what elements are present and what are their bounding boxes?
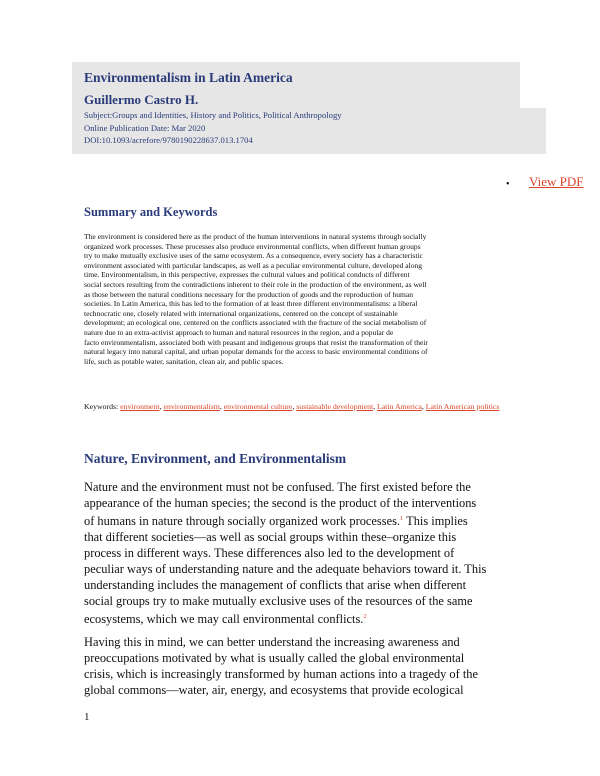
abstract-line: societies. In Latin America, this has led to the formation of at least three different environmentalisms: a liberal [84, 299, 418, 309]
abstract-line: try to make mutually exclusive uses of the same ecosystem. As a consequence, every society has a characteristic [84, 251, 423, 261]
author-name: Guillermo Castro H. [84, 92, 199, 107]
keyword-link-latin-america[interactable]: Latin America [377, 402, 422, 411]
abstract-line: social sectors resulting from the contradictions inherent to their role in the production of the environment, as well [84, 279, 427, 289]
abstract-line: development; an ecological one, centered on the conflicts associated with the fracture of the social metabolism of [84, 318, 427, 328]
page-number: 1 [84, 711, 90, 723]
abstract-line: time. Environmentalism, in this perspective, expresses the cultural values and political conducts of different [84, 270, 410, 280]
list-bullet: • [506, 179, 510, 190]
abstract-line: environment associated with particular landscapes, as well as a peculiar environmental culture, developed along [84, 260, 423, 270]
keywords-label: Keywords: [84, 402, 119, 411]
paragraph-line [84, 609, 532, 627]
paragraph-line [84, 511, 532, 529]
doi-line: DOI:10.1093/acrefore/9780190228637.013.1704 [84, 135, 253, 145]
keyword-link-environmentalism[interactable]: environmentalism [163, 402, 220, 411]
publication-date: Online Publication Date: Mar 2020 [84, 123, 206, 133]
paragraph-line-text: This implies [403, 514, 468, 529]
paragraph-line: that different societies—as well as social groups within these–organize this [84, 530, 457, 545]
keyword-link-latin-american-politics[interactable]: Latin American politics [425, 402, 500, 411]
paragraph-line: appearance of the human species; the second is the product of the interventions [84, 496, 477, 510]
abstract-line: nature due to an extra-activist approach to human and natural resources in the region, and a popular de [84, 327, 394, 337]
abstract-line: organized work processes. These processes also produce environmental conflicts, when different human groups [84, 241, 421, 251]
paragraph-line: Having this in mind, we can better understand the increasing awareness and [84, 635, 460, 649]
view-pdf-link[interactable]: View PDF [529, 174, 584, 189]
paragraph-line: crisis, which is increasingly transformed by human actions into a tragedy of the [84, 667, 478, 681]
section-heading: Nature, Environment, and Environmentalism [84, 451, 347, 466]
keyword-separator: , [373, 402, 378, 411]
abstract-text [84, 232, 532, 366]
keyword-link-environmental-culture[interactable]: environmental culture [223, 402, 293, 411]
keyword-separator: , [219, 402, 224, 411]
paragraph-line: process in different ways. These differences also led to the development of [84, 546, 455, 561]
footnote-marker-1[interactable]: 1 [400, 515, 404, 522]
abstract-line: natural legacy into natural capital, and urban popular demands for the access to basic environmental conditions of [84, 347, 428, 357]
keyword-separator: , [292, 402, 297, 411]
paragraph-line: understanding includes the management of conflicts that arise when different [84, 578, 467, 593]
summary-heading: Summary and Keywords [84, 205, 218, 219]
abstract-line: as those between the natural conditions necessary for the production of goods and the reproduction of human [84, 289, 414, 299]
keyword-separator: , [159, 402, 164, 411]
body-paragraph-1 [84, 479, 532, 627]
paragraph-line-text: of humans in nature through socially organized work processes. [84, 514, 400, 529]
paragraph-line: peculiar ways of understanding nature and the adequate behaviors toward it. This [84, 562, 487, 577]
abstract-line: life, such as potable water, sanitation, clean air, and public spaces. [84, 356, 284, 366]
paragraph-line-text: ecosystems, which we may call environmental conflicts. [84, 612, 364, 627]
abstract-line: facto environmentalism, associated both with peasant and indigenous groups that resist the transformation of their [84, 337, 428, 347]
abstract-line: technocratic one, closely related with international organizations, centered on the concept of sustainable [84, 308, 398, 318]
paragraph-line: social groups try to make mutually exclusive uses of the resources of the same [84, 594, 473, 609]
paragraph-line: global commons—water, air, energy, and ecosystems that provide ecological [84, 683, 464, 697]
footnote-marker-2[interactable]: 2 [363, 613, 367, 621]
keywords-block [84, 402, 534, 413]
article-title: Environmentalism in Latin America [84, 70, 293, 85]
keyword-link-environment[interactable]: environment [120, 402, 160, 411]
subject-line: Subject:Groups and Identities, History and Politics, Political Anthropology [84, 110, 342, 120]
keyword-link-sustainable-development[interactable]: sustainable development [296, 402, 374, 411]
paragraph-line: Nature and the environment must not be confused. The first existed before the [84, 480, 471, 494]
keyword-separator: , [421, 402, 426, 411]
paragraph-line: preoccupations motivated by what is usually called the global environmental [84, 651, 465, 665]
body-paragraph-2 [84, 634, 532, 698]
abstract-line: The environment is considered here as the product of the human interventions in natural systems through socially [84, 232, 427, 241]
